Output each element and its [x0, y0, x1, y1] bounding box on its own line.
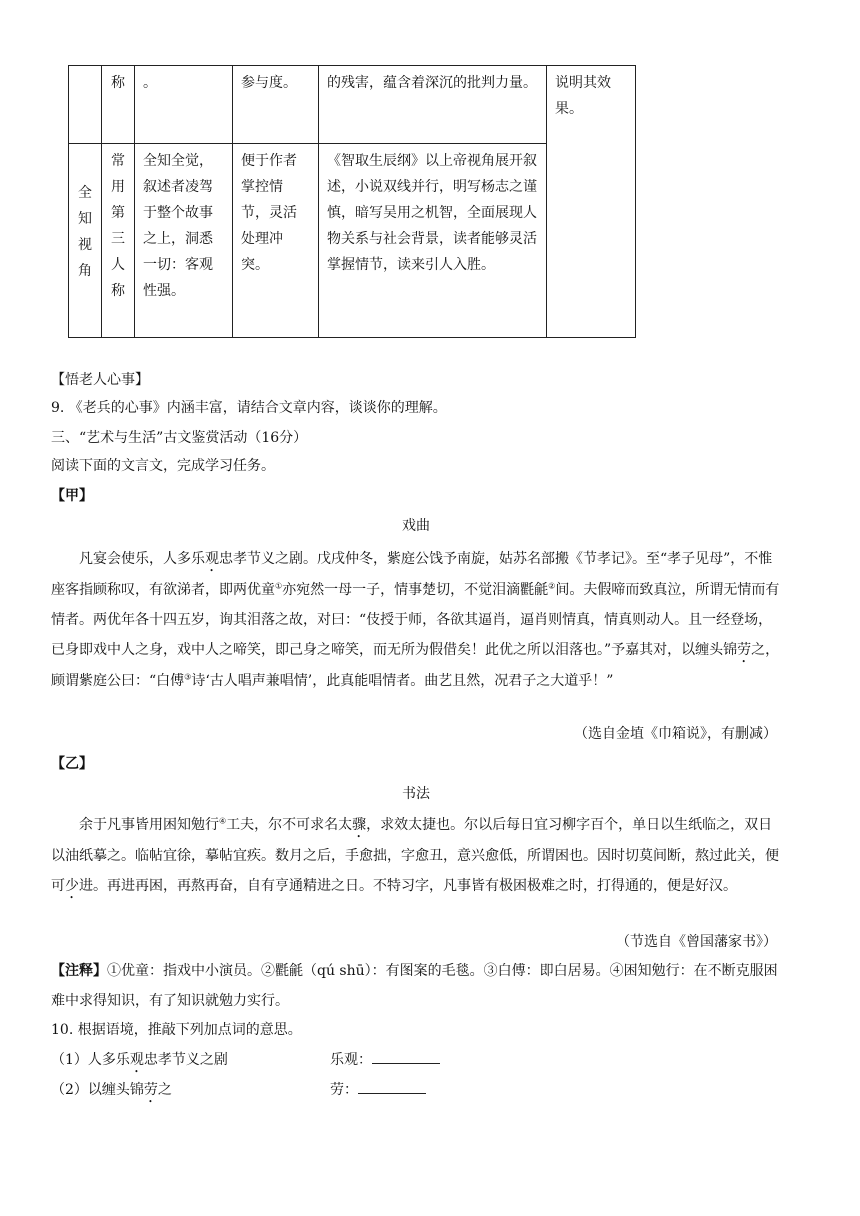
- table-cell: 。: [135, 66, 233, 144]
- passage-jia-title: 戏曲: [402, 518, 430, 534]
- dotted-word: 观: [129, 1052, 144, 1068]
- passage-yi-title: 书法: [402, 786, 430, 802]
- passage-jia-body: 凡宴会使乐，人多乐观忠孝节义之剧。戊戌仲冬，紫庭公饯予南旋，姑苏名部搬《节孝记》。至“孝子见母”，不惟座客指顾称叹，有欲涕者，即两优童①亦宛然一母一子，情事楚切，不觉泪滴氍毹②间。夫假啼而致真泣，所谓无情而有情者。两优年各十四五岁，询其泪落之故，对曰：“伎授于师，各欲其逼肖，逼肖则情真，情真则动人。且一经登场，已身即戏中人之身，戏中人之啼笑，即己身之啼笑，而无所为假借矣！此优之所以泪落也。”予嘉其对，以缠头锦劳之，顾谓紫庭公曰：“白傅③诗‘古人唱声兼唱情’，此真能唱情者。曲艺且然，况君子之大道乎！”: [51, 551, 780, 689]
- passage-yi-label: 【乙】: [51, 756, 93, 772]
- section-heading: 【悟老人心事】: [51, 372, 149, 388]
- table-cell: 全知全觉，叙述者凌驾于整个故事之上，洞悉一切：客观性强。: [135, 144, 233, 338]
- table-cell: 《智取生辰纲》以上帝视角展开叙述，小说双线并行，明写杨志之谨慎，暗写吴用之机智，全面展现人物关系与社会背景，读者能够灵活掌握情节，读来引人入胜。: [319, 144, 547, 338]
- passage-jia-source: （选自金埴《巾箱说》，有删减）: [574, 726, 777, 742]
- table-cell-person: 常 用 第 三 人 称: [102, 144, 135, 338]
- dotted-word: 劳: [143, 1082, 158, 1098]
- table-cell: 说明其效果。: [547, 66, 636, 338]
- dotted-word: 观: [205, 551, 219, 567]
- table-cell: 的残害，蕴含着深沉的批判力量。: [319, 66, 547, 144]
- table-cell: [69, 66, 102, 144]
- passage-yi-source: （节选自《曾国藩家书》）: [616, 934, 777, 950]
- answer-line[interactable]: 乐观：: [330, 1046, 440, 1074]
- table-cell: 参与度。: [233, 66, 319, 144]
- answer-blank[interactable]: [358, 1081, 426, 1094]
- answer-blank[interactable]: [372, 1051, 440, 1064]
- notes: 【注释】①优童：指戏中小演员。②氍毹（qú shū）：有图案的毛毯。③白傅：即白居易。④困知勉行：在不断克服困难中求得知识，有了知识就勉力实行。: [51, 963, 778, 1009]
- table-cell: 称: [102, 66, 135, 144]
- part-heading: 三、“艺术与生活”古文鉴赏活动（16分）: [51, 430, 308, 446]
- dotted-word: 少: [65, 878, 79, 894]
- passage-yi-body: 余于凡事皆用困知勉行④工夫，尔不可求名太骤，求效太捷也。尔以后每日宜习柳字百个，单日以生纸临之，双日以油纸摹之。临帖宜徐，摹帖宜疾。数月之后，手愈拙，字愈丑，意兴愈低，所谓困也。因时切莫间断，熬过此关，便可少进。再进再困，再熬再奋，自有亨通精进之日。不特习字，凡事皆有极困极难之时，打得通的，便是好汉。: [51, 816, 779, 894]
- narrative-perspective-table: [68, 65, 636, 338]
- question-10-item: （1）人多乐观忠孝节义之剧: [51, 1052, 228, 1068]
- table-cell-perspective: 全 知 视 角: [69, 144, 102, 338]
- table-cell: 便于作者掌控情节，灵活处理冲突。: [233, 144, 319, 338]
- answer-line[interactable]: 劳：: [330, 1076, 426, 1104]
- question-10-item: （2）以缠头锦劳之: [51, 1082, 172, 1098]
- question-10: 10. 根据语境，推敲下列加点词的意思。: [51, 1022, 302, 1038]
- passage-jia-label: 【甲】: [51, 488, 93, 504]
- dotted-word: 劳: [737, 642, 752, 658]
- instruction: 阅读下面的文言文，完成学习任务。: [51, 458, 275, 474]
- question-9: 9. 《老兵的心事》内涵丰富，请结合文章内容，谈谈你的理解。: [51, 400, 447, 416]
- dotted-word: 骤: [352, 817, 367, 833]
- table-row: [69, 66, 636, 144]
